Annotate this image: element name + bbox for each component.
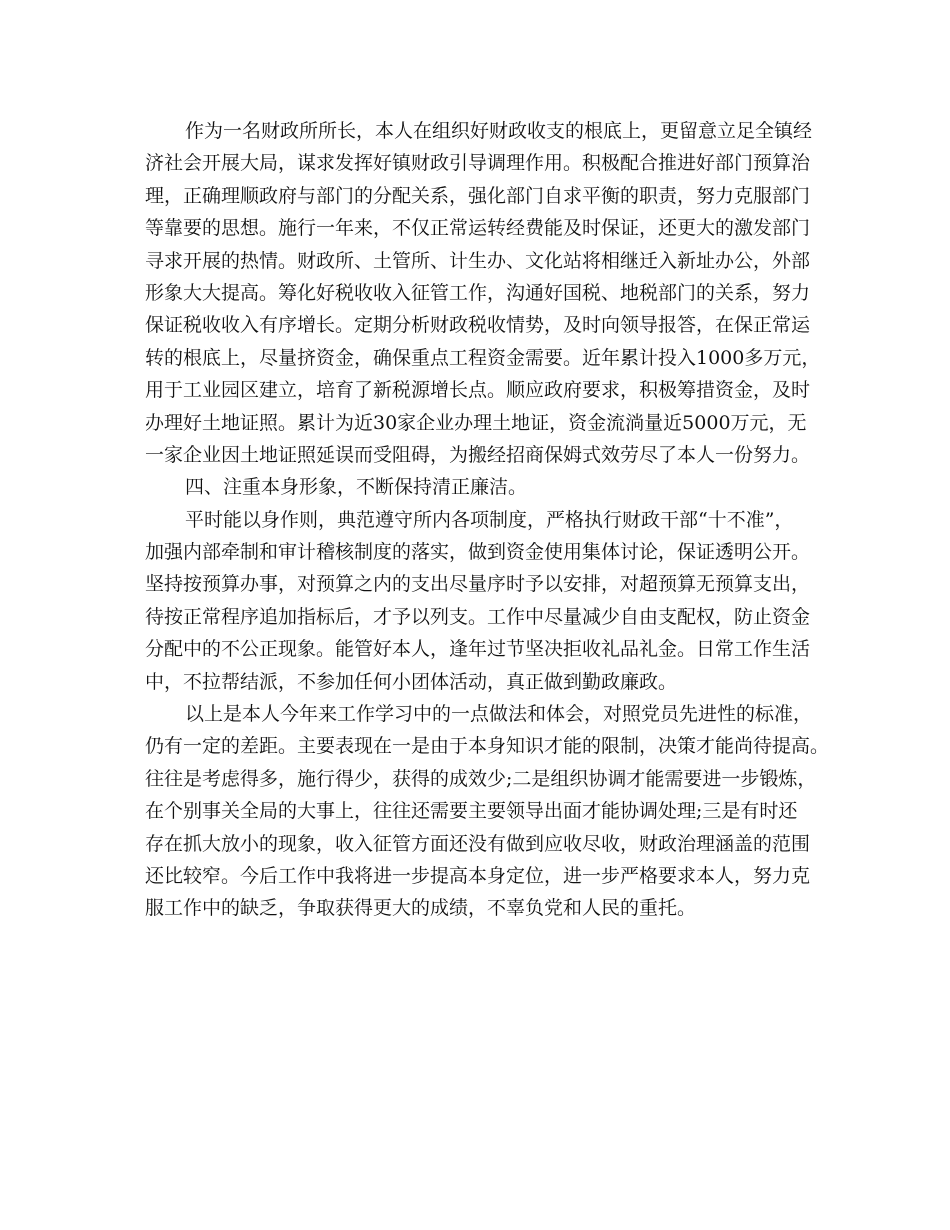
text-line: 济社会开展大局，谋求发挥好镇财政引导调理作用。积极配合推进好部门预算治 bbox=[145, 152, 811, 175]
text-line: 中，不拉帮结派，不参加任何小团体活动，真正做到勤政廉政。 bbox=[145, 670, 678, 693]
text-line: 待按正常程序追加指标后，才予以列支。工作中尽量减少自由支配权，防止资金 bbox=[145, 605, 811, 628]
text-line: 在个别事关全局的大事上，往往还需要主要领导出面才能协调处理;三是有时还 bbox=[145, 800, 798, 823]
text-line: 往往是考虑得多，施行得少，获得的成效少;二是组织协调才能需要进一步锻炼， bbox=[145, 767, 817, 790]
text-line: 作为一名财政所所长，本人在组织好财政收支的根底上，更留意立足全镇经 bbox=[185, 120, 813, 142]
text-line: 分配中的不公正现象。能管好本人，逢年过节坚决拒收礼品礼金。日常工作生活 bbox=[145, 638, 811, 661]
text-line: 等靠要的思想。施行一年来，不仅正常运转经费能及时保证，还更大的激发部门 bbox=[145, 217, 811, 240]
text-line: 存在抓大放小的现象，收入征管方面还没有做到应收尽收，财政治理涵盖的范围 bbox=[145, 832, 811, 855]
text-line: 寻求开展的热情。财政所、土管所、计生办、文化站将相继迁入新址办公，外部 bbox=[145, 249, 811, 272]
text-line: 一家企业因土地证照延误而受阻碍，为搬经招商保姆式效劳尽了本人一份努力。 bbox=[145, 443, 811, 466]
section-heading: 四、注重本身形象，不断保持清正廉洁。 bbox=[185, 476, 528, 499]
text-line: 理，正确理顺政府与部门的分配关系，强化部门自求平衡的职责，努力克服部门 bbox=[145, 184, 811, 207]
text-line: 保证税收收入有序增长。定期分析财政税收情势，及时向领导报答，在保正常运 bbox=[145, 314, 811, 337]
text-line: 加强内部牵制和审计稽核制度的落实，做到资金使用集体讨论，保证透明公开。 bbox=[145, 541, 811, 564]
text-line: 还比较窄。今后工作中我将进一步提高本身定位，进一步严格要求本人，努力克 bbox=[145, 864, 811, 887]
text-line: 转的根底上，尽量挤资金，确保重点工程资金需要。近年累计投入1000多万元， bbox=[145, 346, 821, 369]
text-line: 坚持按预算办事，对预算之内的支出尽量序时予以安排，对超预算无预算支出， bbox=[145, 573, 811, 596]
text-line: 形象大大提高。筹化好税收收入征管工作，沟通好国税、地税部门的关系，努力 bbox=[145, 281, 811, 304]
body-text bbox=[145, 116, 830, 926]
text-line: 用于工业园区建立，培育了新税源增长点。顺应政府要求，积极筹措资金，及时 bbox=[145, 379, 811, 402]
text-line: 办理好土地证照。累计为近30家企业办理土地证，资金流淌量近5000万元，无 bbox=[145, 411, 807, 434]
text-line: 服工作中的缺乏，争取获得更大的成绩，不辜负党和人民的重托。 bbox=[145, 897, 697, 920]
text-line: 仍有一定的差距。主要表现在一是由于本身知识才能的限制，决策才能尚待提高。 bbox=[145, 735, 830, 758]
text-line: 以上是本人今年来工作学习中的一点做法和体会，对照党员先进性的标准， bbox=[185, 703, 813, 726]
text-line: 平时能以身作则，典范遵守所内各项制度，严格执行财政干部“十不准”， bbox=[185, 508, 794, 531]
